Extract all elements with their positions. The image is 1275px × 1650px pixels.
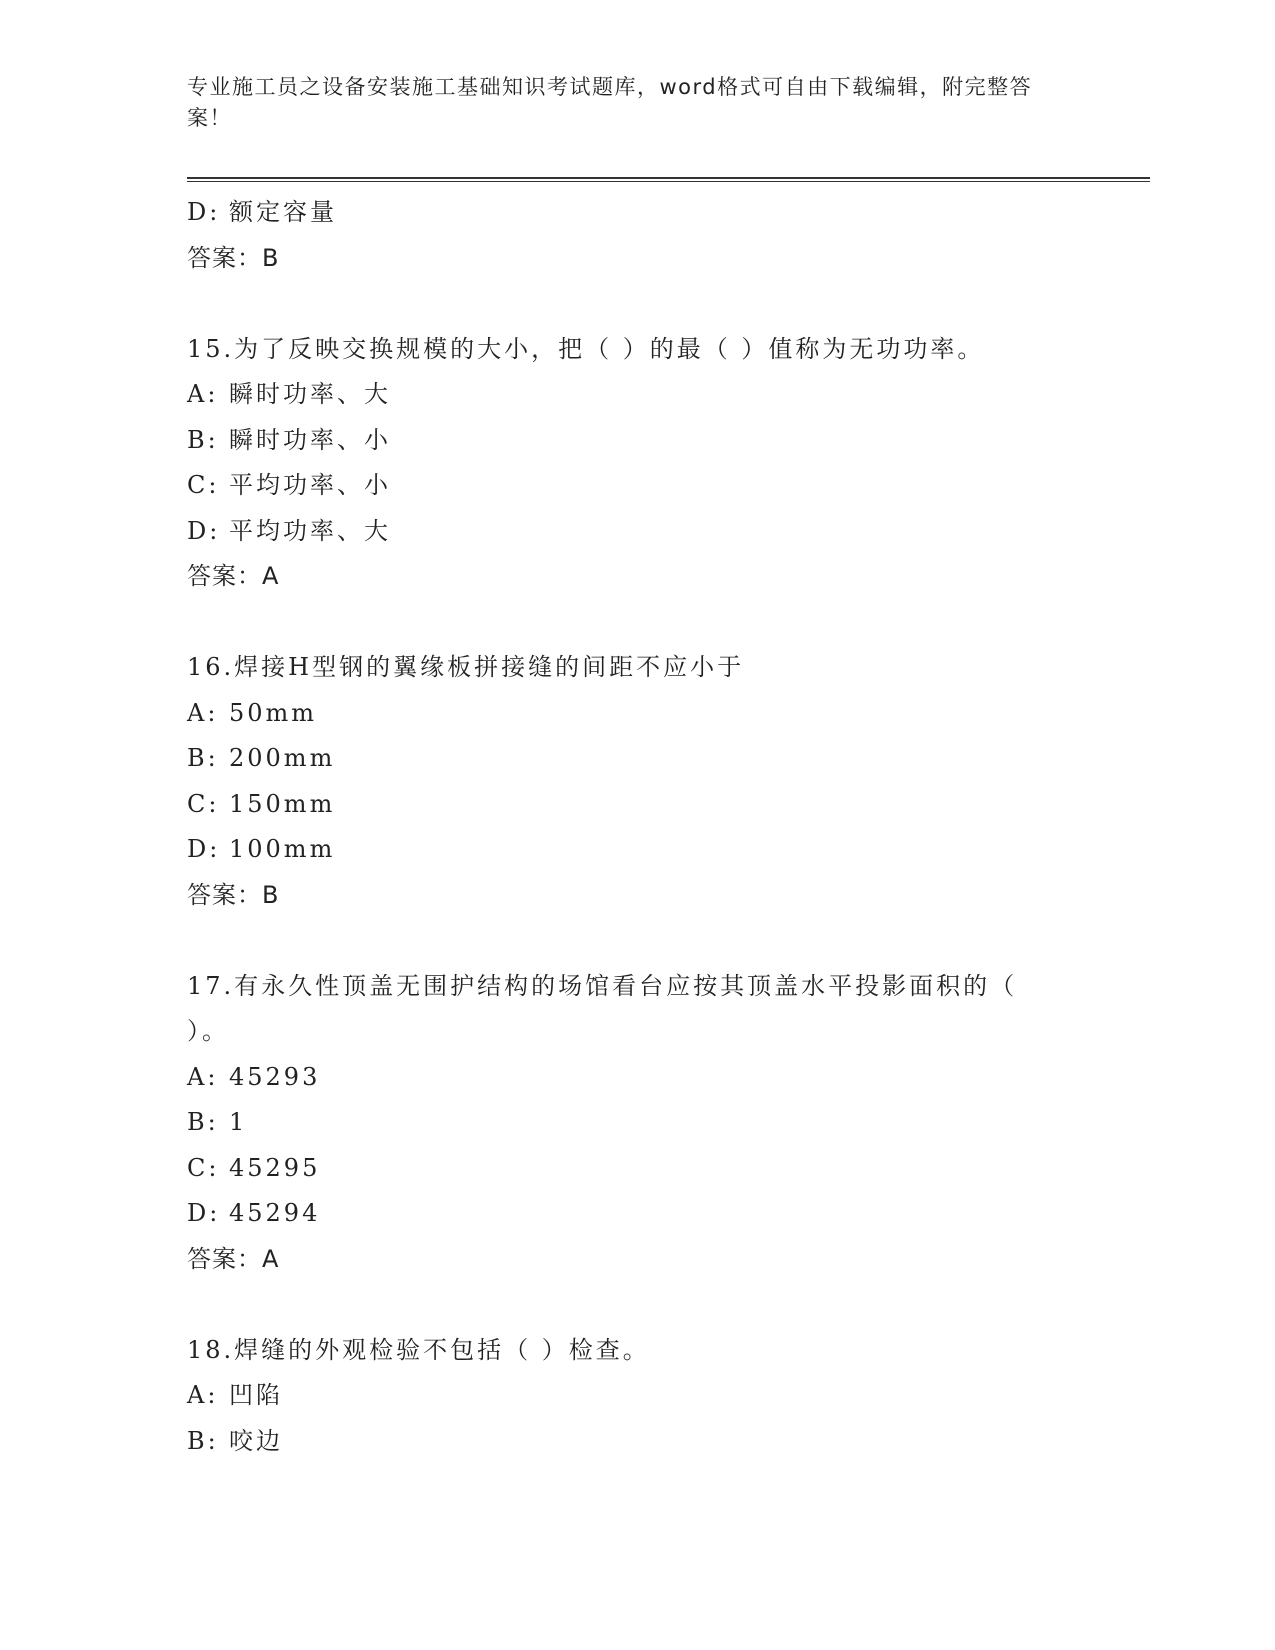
option-label: A: (187, 1381, 219, 1409)
question-stem: 15.为了反映交换规模的大小，把（ ）的最（ ）值称为无功功率。 (187, 334, 985, 363)
header-divider (187, 177, 1150, 182)
option-row (187, 463, 1147, 509)
option-text: 45294 (229, 1199, 321, 1227)
option-text: 100mm (229, 835, 336, 863)
question-stem: 17.有永久性顶盖无围护结构的场馆看台应按其顶盖水平投影面积的（ ）。 (187, 971, 1018, 1045)
option-text: 咬边 (229, 1426, 283, 1455)
option-row (187, 190, 1147, 236)
option-label: A: (187, 380, 219, 408)
option-label: D: (187, 1199, 221, 1227)
option-label: D: (187, 516, 221, 545)
question-stem: 18.焊缝的外观检验不包括（ ）检查。 (187, 1335, 650, 1364)
option-row (187, 827, 1147, 873)
option-label: A: (187, 1062, 219, 1091)
answer-line: 答案：A (187, 562, 280, 590)
option-row (187, 372, 1147, 418)
answer-line: 答案：B (187, 243, 280, 272)
option-text: 1 (229, 1108, 248, 1136)
option-text: 45293 (229, 1062, 321, 1091)
option-text: 150mm (229, 789, 336, 818)
option-text: 平均功率、大 (229, 516, 391, 545)
option-row (187, 1419, 1147, 1465)
option-row (187, 736, 1147, 782)
option-text: 凹陷 (229, 1381, 283, 1409)
answer-line: 答案：B (187, 880, 280, 909)
question-list (187, 190, 1147, 1464)
page-header: 专业施工员之设备安装施工基础知识考试题库，word格式可自由下载编辑，附完整答案！ (187, 75, 1033, 130)
option-label: B: (187, 1108, 219, 1136)
option-label: B: (187, 425, 219, 454)
option-text: 平均功率、小 (229, 471, 391, 499)
answer-line: 答案：A (187, 1244, 280, 1273)
option-row (187, 1191, 1147, 1237)
option-row (187, 509, 1147, 555)
option-text: 瞬时功率、大 (229, 380, 391, 408)
option-label: C: (187, 471, 220, 499)
option-row (187, 1146, 1147, 1192)
option-label: B: (187, 1426, 219, 1455)
option-label: C: (187, 789, 220, 818)
option-label: D: (187, 198, 221, 226)
option-row (187, 782, 1147, 828)
option-label: A: (187, 698, 219, 727)
option-text: 额定容量 (229, 198, 337, 226)
option-text: 45295 (229, 1153, 321, 1182)
option-text: 200mm (229, 744, 336, 772)
option-row (187, 418, 1147, 464)
option-text: 瞬时功率、小 (229, 425, 391, 454)
option-label: C: (187, 1153, 220, 1182)
option-text: 50mm (229, 698, 318, 727)
option-row (187, 1055, 1147, 1101)
option-row (187, 691, 1147, 737)
option-row (187, 1100, 1147, 1146)
question-stem: 16.焊接H型钢的翼缘板拼接缝的间距不应小于 (187, 653, 745, 681)
option-label: D: (187, 835, 221, 863)
option-row (187, 1373, 1147, 1419)
option-label: B: (187, 744, 219, 772)
